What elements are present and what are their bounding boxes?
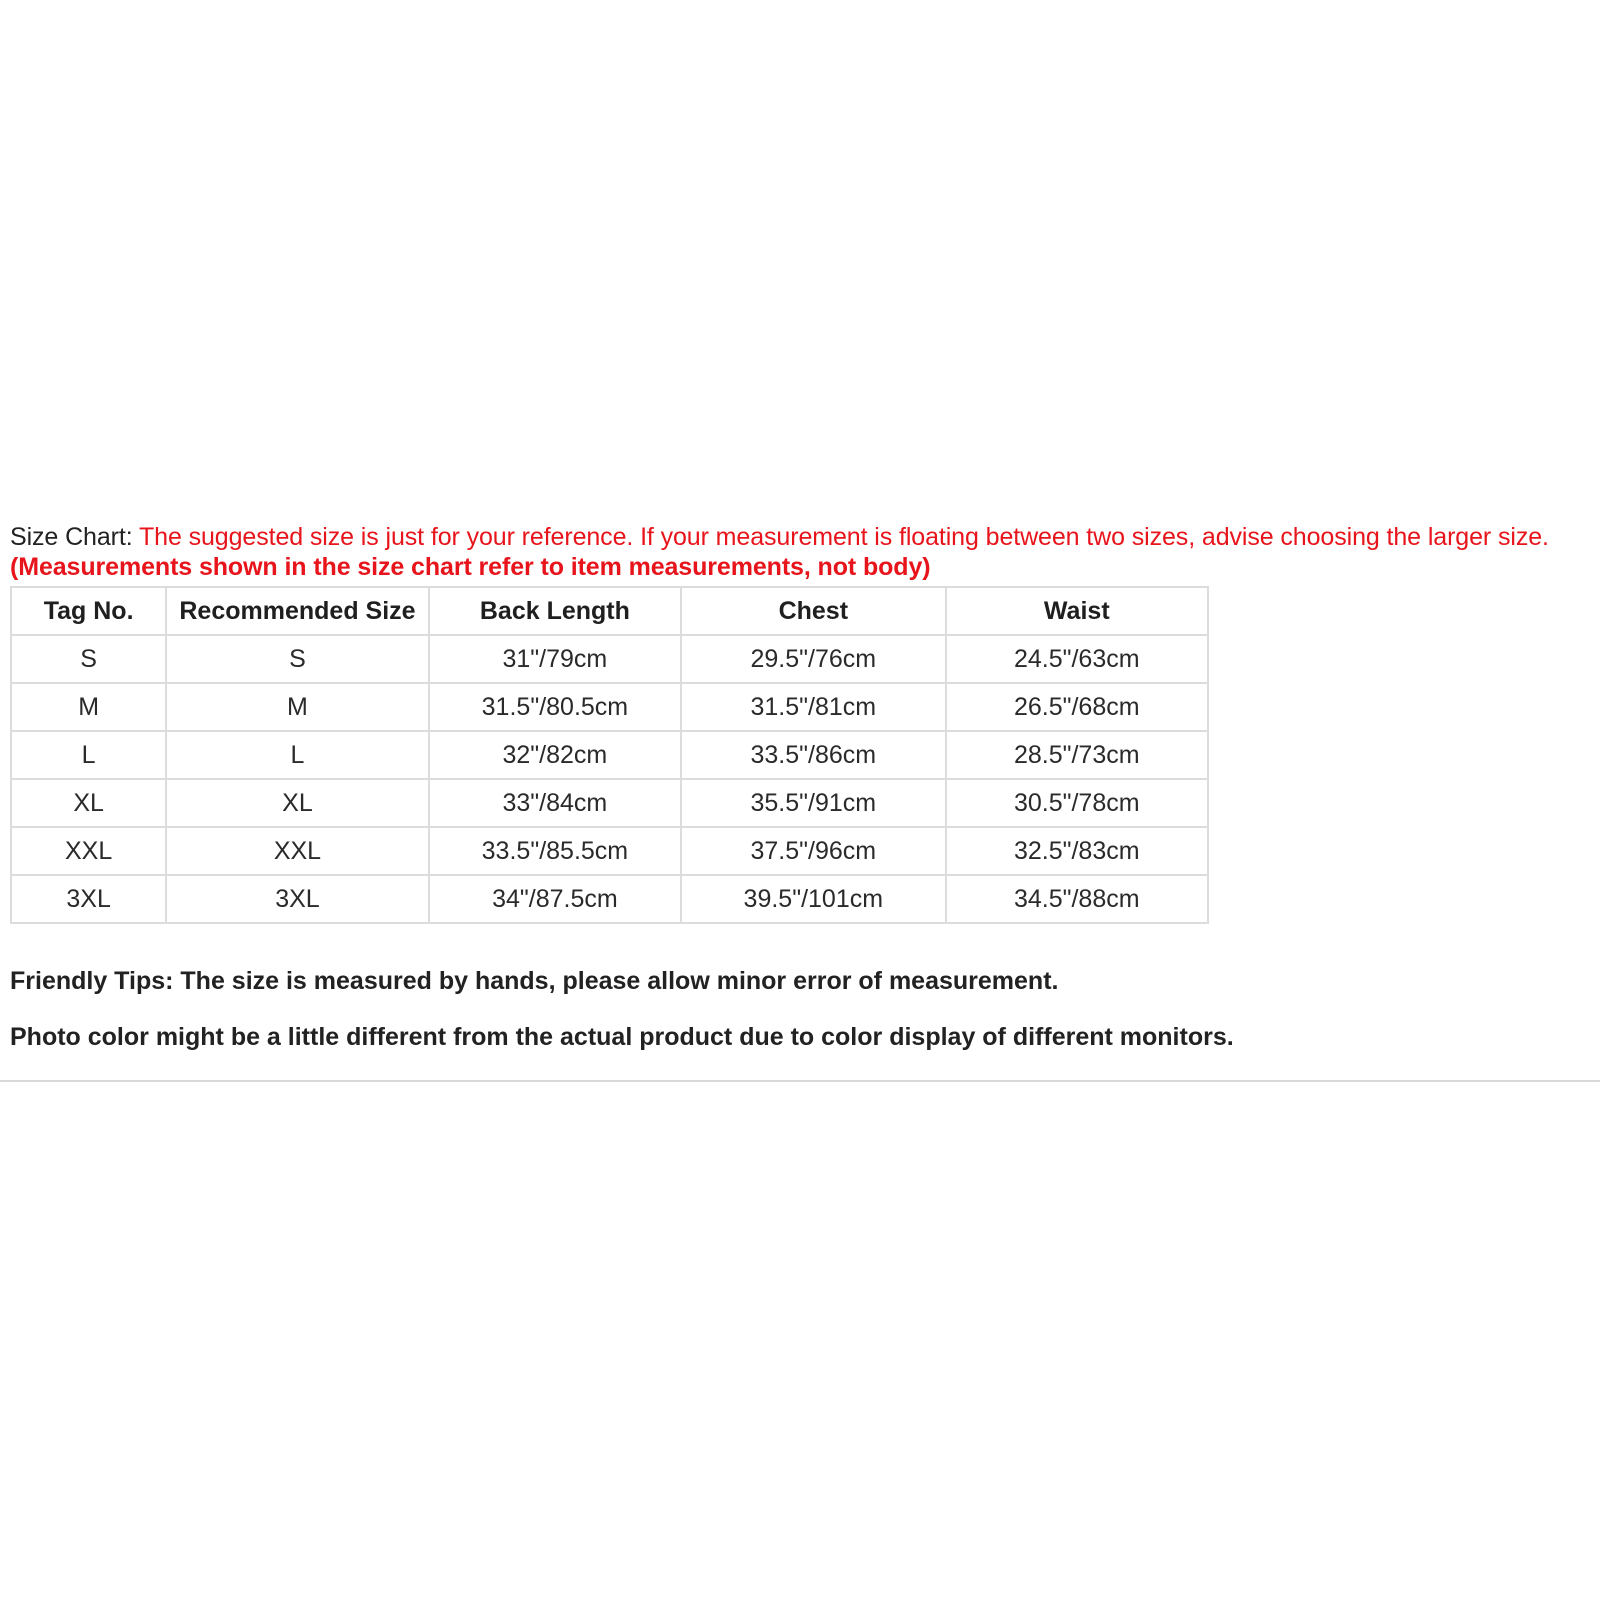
header-chest: Chest	[681, 587, 945, 635]
table-row	[11, 635, 1208, 683]
bottom-divider	[0, 1080, 1600, 1082]
header-recommended-size: Recommended Size	[166, 587, 428, 635]
cell-back-length: 34"/87.5cm	[429, 875, 681, 923]
cell-back-length: 31"/79cm	[429, 635, 681, 683]
cell-waist: 34.5"/88cm	[946, 875, 1208, 923]
cell-chest: 35.5"/91cm	[681, 779, 945, 827]
cell-recommended-size: XXL	[166, 827, 428, 875]
cell-tag-no: 3XL	[11, 875, 166, 923]
cell-recommended-size: 3XL	[166, 875, 428, 923]
cell-recommended-size: L	[166, 731, 428, 779]
size-chart-section	[10, 522, 1590, 1052]
size-chart-note: The suggested size is just for your reference. If your measurement is floating between two sizes, advise choosing the larger size.	[138, 523, 1549, 551]
header-back-length: Back Length	[429, 587, 681, 635]
size-chart-separator: :	[125, 523, 139, 551]
friendly-tip: Friendly Tips: The size is measured by hands, please allow minor error of measurement.	[10, 967, 1059, 995]
cell-tag-no: XL	[11, 779, 166, 827]
cell-chest: 39.5"/101cm	[681, 875, 945, 923]
photo-color-tip: Photo color might be a little different from the actual product due to color display of different monitors.	[10, 1023, 1234, 1051]
size-chart-label: Size Chart	[10, 523, 126, 551]
cell-waist: 28.5"/73cm	[946, 731, 1208, 779]
cell-back-length: 33"/84cm	[429, 779, 681, 827]
table-header-row	[11, 587, 1208, 635]
cell-waist: 24.5"/63cm	[946, 635, 1208, 683]
table-row	[11, 731, 1208, 779]
table-row	[11, 827, 1208, 875]
size-table	[10, 586, 1209, 924]
cell-chest: 29.5"/76cm	[681, 635, 945, 683]
cell-recommended-size: XL	[166, 779, 428, 827]
cell-recommended-size: S	[166, 635, 428, 683]
cell-chest: 37.5"/96cm	[681, 827, 945, 875]
cell-back-length: 33.5"/85.5cm	[429, 827, 681, 875]
size-chart-intro	[10, 522, 1590, 582]
cell-waist: 26.5"/68cm	[946, 683, 1208, 731]
cell-chest: 33.5"/86cm	[681, 731, 945, 779]
table-row	[11, 683, 1208, 731]
cell-tag-no: S	[11, 635, 166, 683]
cell-back-length: 32"/82cm	[429, 731, 681, 779]
table-row	[11, 875, 1208, 923]
cell-chest: 31.5"/81cm	[681, 683, 945, 731]
cell-tag-no: XXL	[11, 827, 166, 875]
cell-tag-no: M	[11, 683, 166, 731]
table-row	[11, 779, 1208, 827]
header-waist: Waist	[946, 587, 1208, 635]
cell-recommended-size: M	[166, 683, 428, 731]
cell-waist: 32.5"/83cm	[946, 827, 1208, 875]
size-chart-note-bold: (Measurements shown in the size chart refer to item measurements, not body)	[10, 553, 931, 581]
cell-waist: 30.5"/78cm	[946, 779, 1208, 827]
cell-back-length: 31.5"/80.5cm	[429, 683, 681, 731]
cell-tag-no: L	[11, 731, 166, 779]
header-tag-no: Tag No.	[11, 587, 166, 635]
